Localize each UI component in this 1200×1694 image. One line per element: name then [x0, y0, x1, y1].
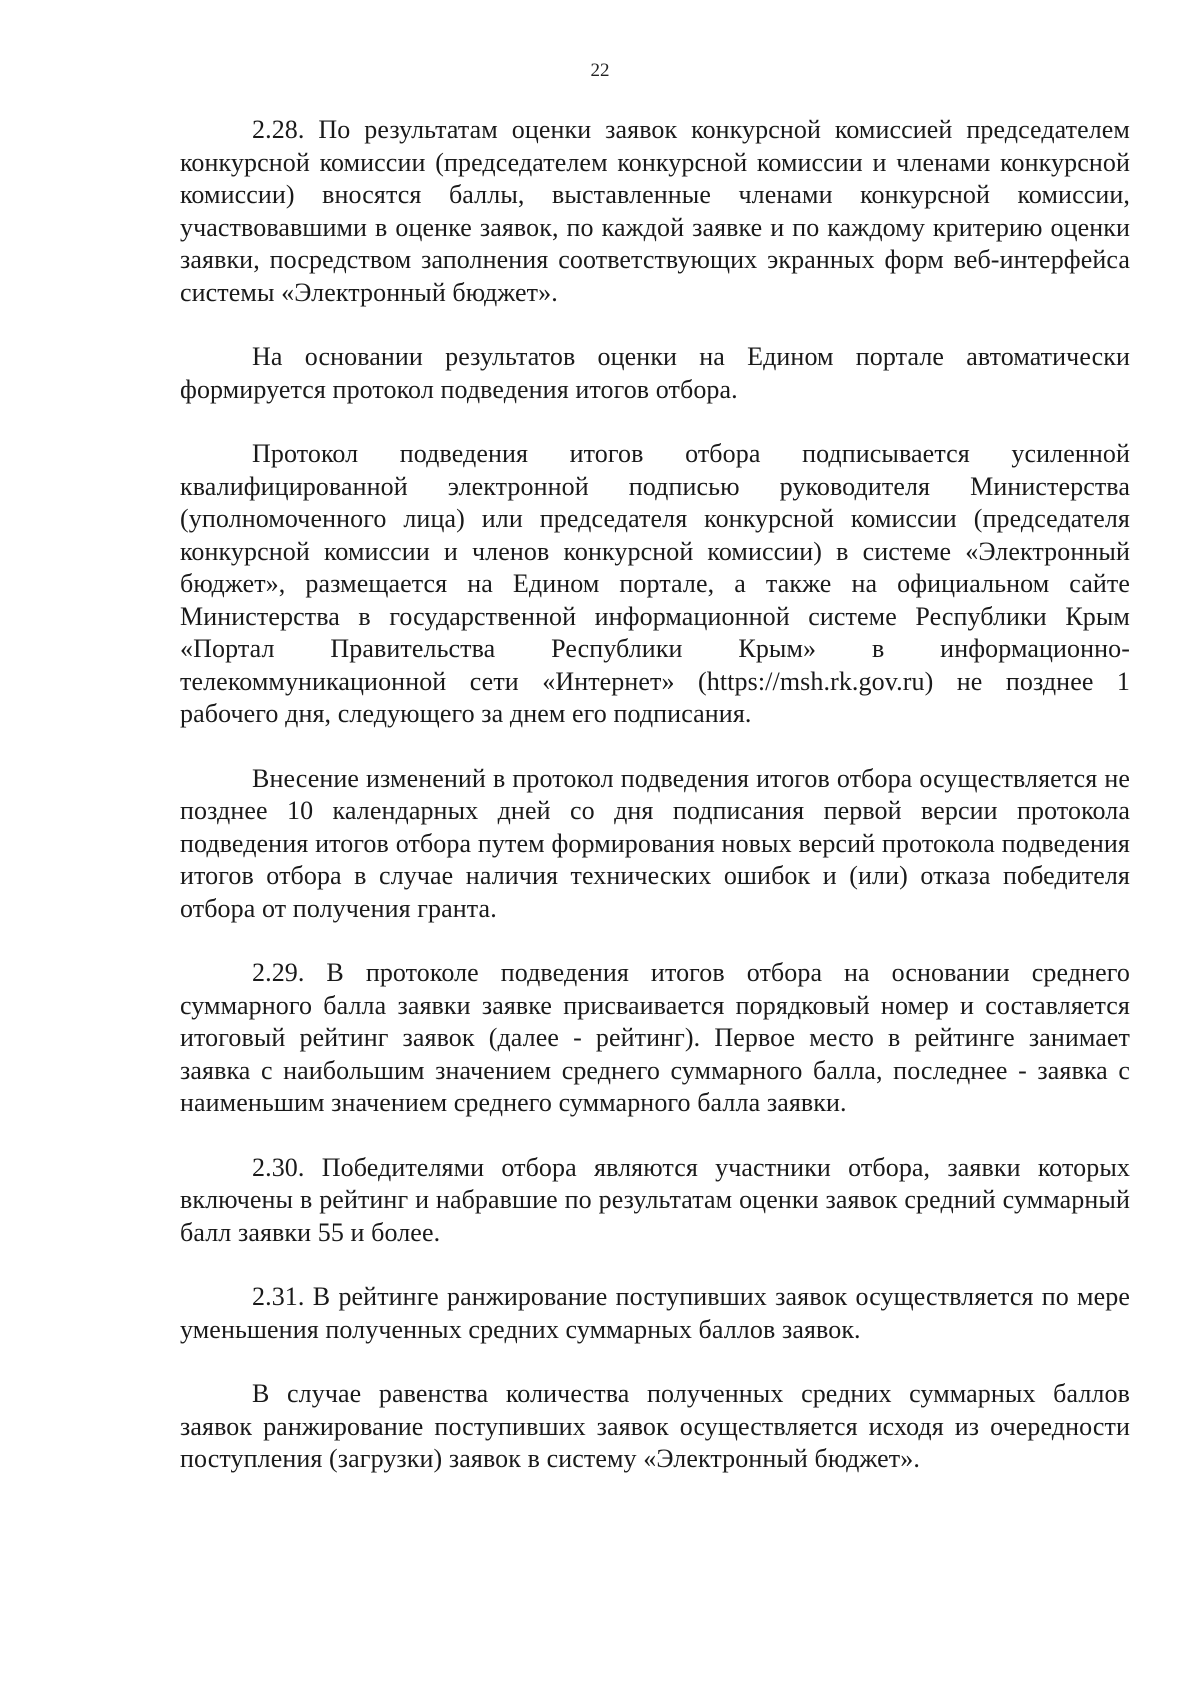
paragraph-protocol-auto: На основании результатов оценки на Едином портале автоматически формируется протокол подведения итогов отбора.	[180, 342, 1130, 404]
paragraph-2-30: 2.30. Победителями отбора являются участники отбора, заявки которых включены в рейтинг и набравшие по результатам оценки заявок средний суммарный балл заявки 55 и более.	[180, 1152, 1130, 1247]
paragraph-2-28: 2.28. По результатам оценки заявок конкурсной комиссией председателем конкурсной комиссии (председателем конкурсной комиссии и членами конкурсной комиссии) вносятся баллы, выставленные членами конкурсной комиссии, участвовавшими в оценке заявок, по каждой заявке и по каждому критерию оценки заявки, посредством заполнения соответствующих экранных форм веб-интерфейса системы «Электронный бюджет».	[180, 115, 1130, 307]
paragraph-protocol-signing: Протокол подведения итогов отбора подписывается усиленной квалифицированной электронной подписью руководителя Министерства (уполномоченного лица) или председателя конкурсной комиссии (председателя конкурсной комиссии и членов конкурсной комиссии) в системе «Электронный бюджет», размещается на Едином портале, а также на официальном сайте Министерства в государственной информационной системе Республики Крым «Портал Правительства Республики Крым» в информационно-телекоммуникационной сети «Интернет» (https://msh.rk.gov.ru) не позднее 1 рабочего дня, следующего за днем его подписания.	[180, 439, 1130, 728]
paragraph-protocol-changes: Внесение изменений в протокол подведения итогов отбора осуществляется не позднее 10 календарных дней со дня подписания первой версии протокола подведения итогов отбора путем формирования новых версий протокола подведения итогов отбора в случае наличия технических ошибок и (или) отказа победителя отбора от получения гранта.	[180, 763, 1130, 923]
paragraph-equal-scores: В случае равенства количества полученных средних суммарных баллов заявок ранжирование поступивших заявок осуществляется исходя из очередности поступления (загрузки) заявок в систему «Электронный бюджет».	[180, 1379, 1130, 1473]
page-number: 22	[590, 60, 610, 81]
paragraph-2-31: 2.31. В рейтинге ранжирование поступивших заявок осуществляется по мере уменьшения полученных средних суммарных баллов заявок.	[180, 1282, 1130, 1344]
document-body	[180, 114, 1130, 1476]
paragraph-2-29: 2.29. В протоколе подведения итогов отбора на основании среднего суммарного балла заявки заявке присваивается порядковый номер и составляется итоговый рейтинг заявок (далее - рейтинг). Первое место в рейтинге занимает заявка с наибольшим значением среднего суммарного балла, последнее - заявка с наименьшим значением среднего суммарного балла заявки.	[180, 958, 1130, 1117]
